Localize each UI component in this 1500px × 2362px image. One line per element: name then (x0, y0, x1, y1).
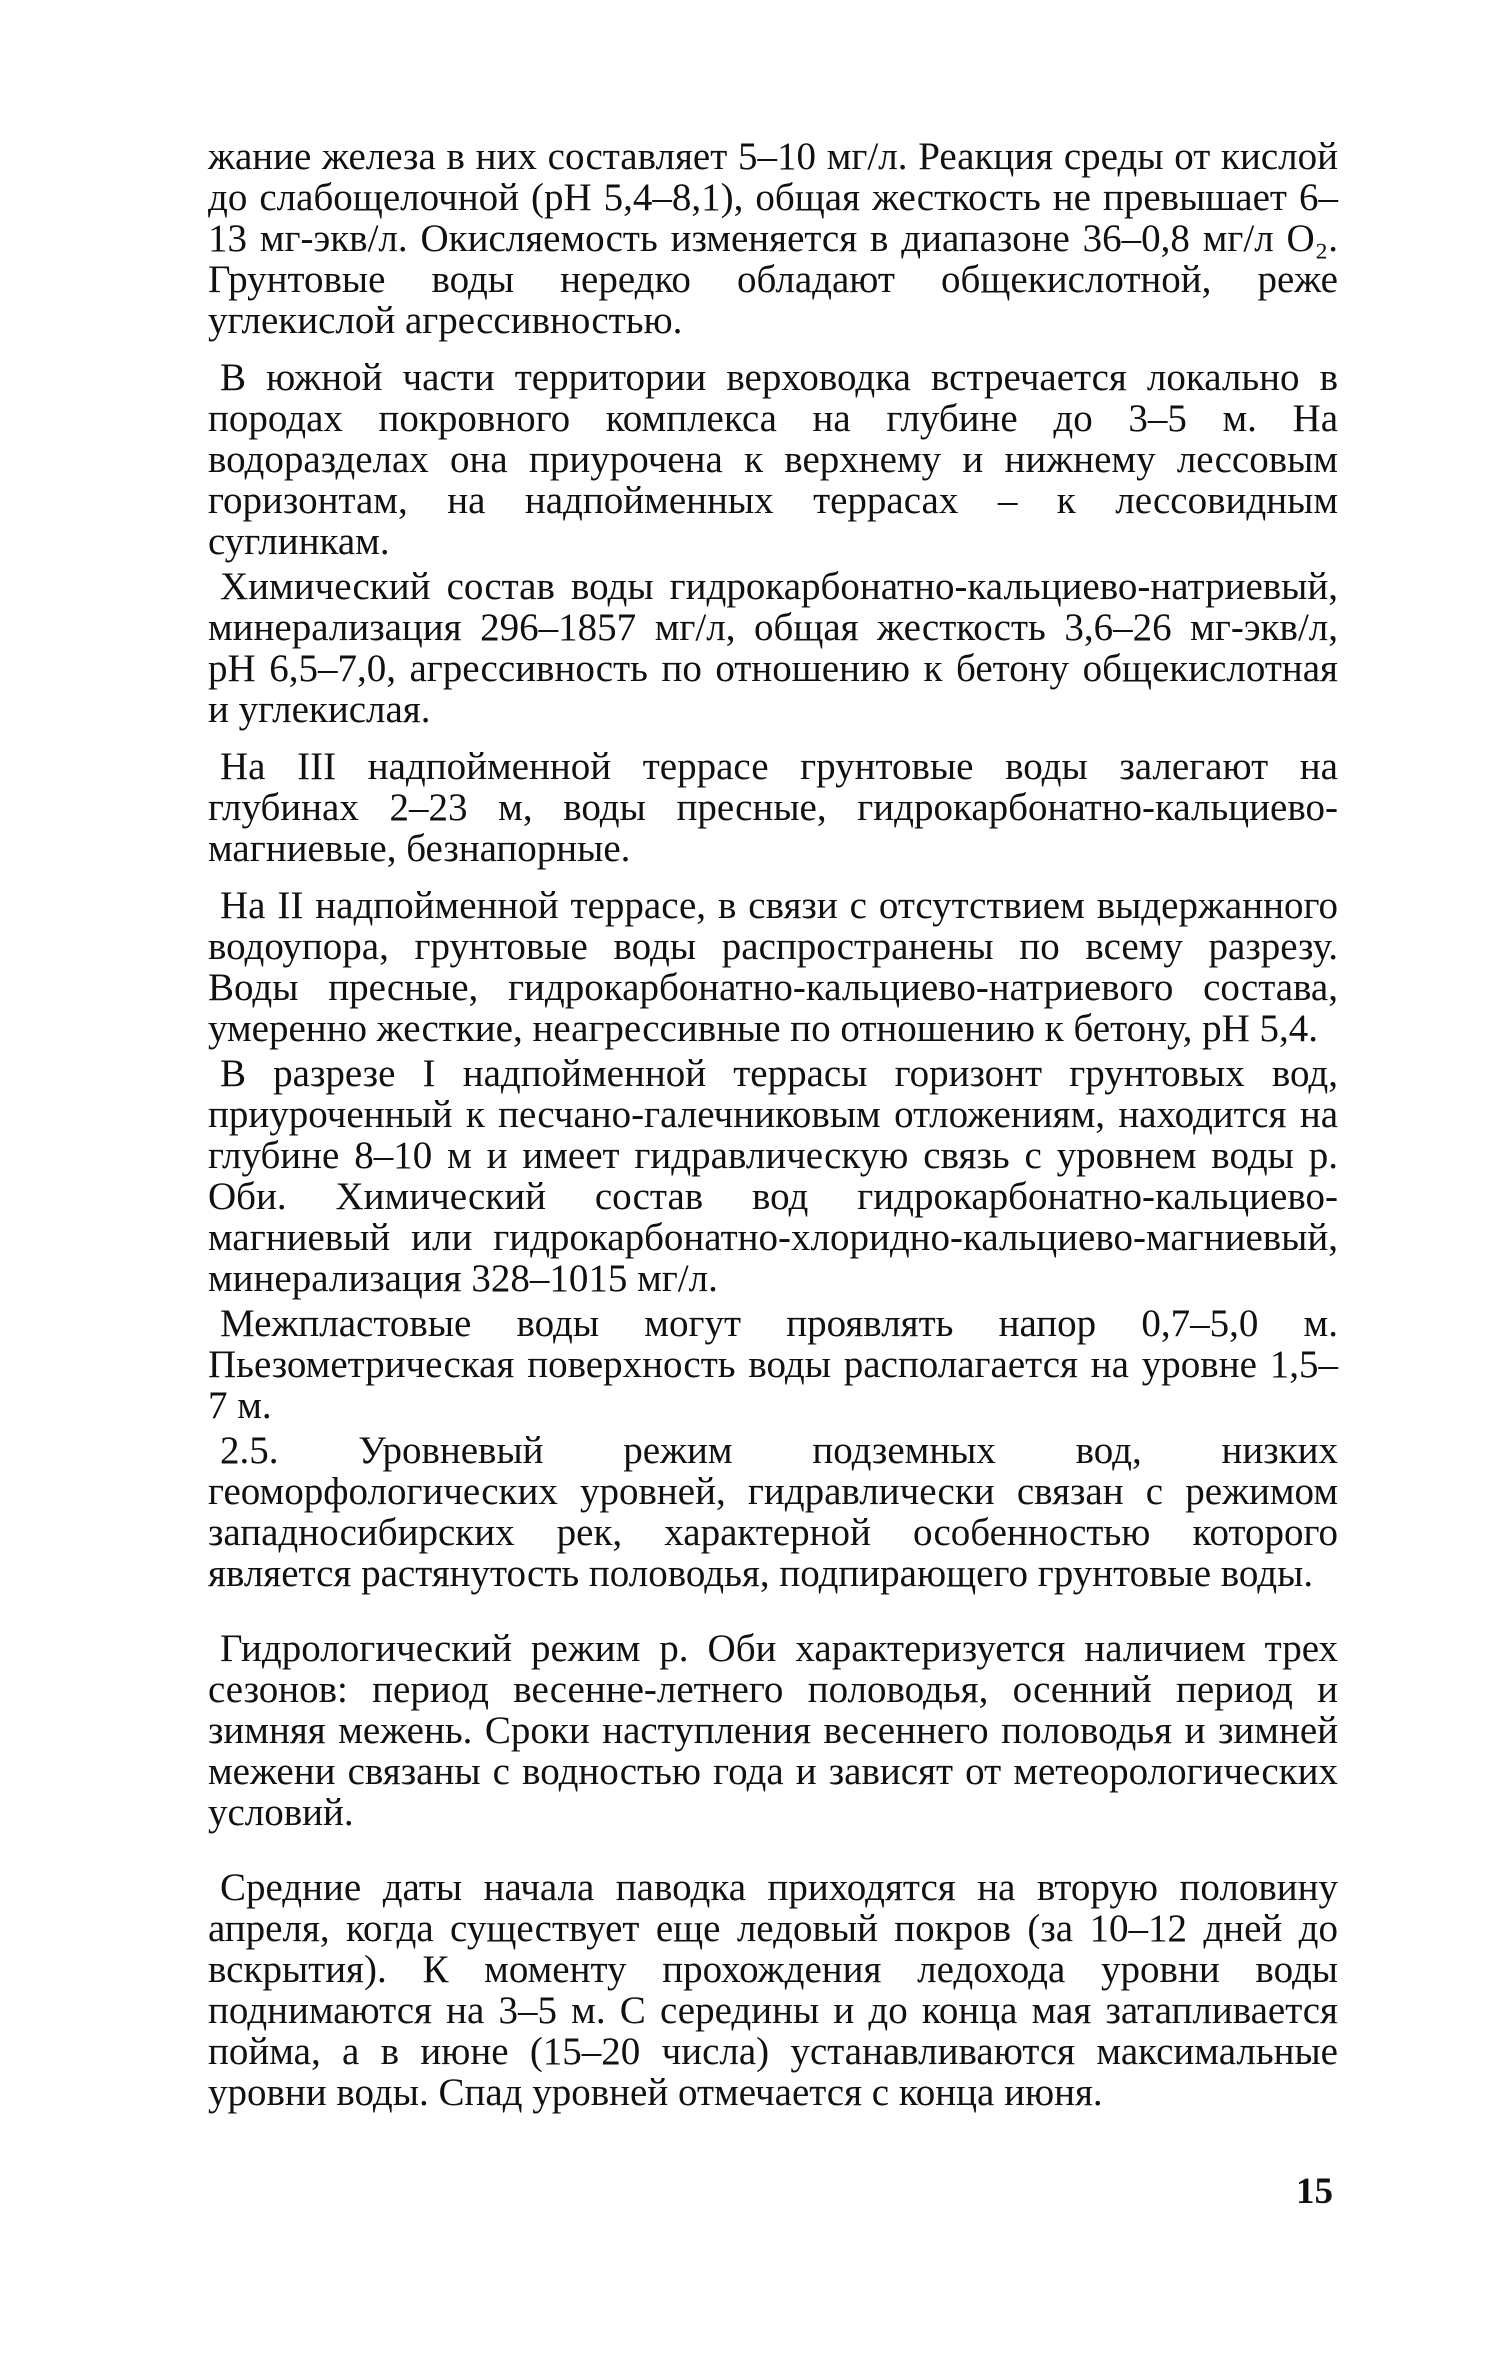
body-text (208, 136, 1338, 2113)
paragraph-section-2-5: 2.5. Уровневый режим подземных вод, низких геоморфологических уровней, гидравлически связан с режимом западносибирских рек, характерной особенностью которого является растянутость половодья, подпирающего грунтовые воды. (208, 1429, 1338, 1595)
paragraph-water-chemistry-continued: жание железа в них составляет 5–10 мг/л. Реакция среды от кислой до слабощелочной (pH 5,4–8,1), общая жесткость не превышает 6–13 мг-экв/л. Окисляемость изменяется в диапазоне 36–0,8 мг/л O₂. Грунтовые воды нередко обладают общекислотной, реже углекислой агрессивностью. (208, 135, 1338, 342)
paragraph-flood-dates: Средние даты начала паводка приходятся на вторую половину апреля, когда существует еще ледовый покров (за 10–12 дней до вскрытия). К моменту прохождения ледохода уровни воды поднимаются на 3–5 м. С середины и до конца мая затапливается пойма, а в июне (15–20 числа) устанавливаются максимальные уровни воды. Спад уровней отмечается с конца июня. (208, 1866, 1338, 2114)
paragraph-ob-hydrological-regime: Гидрологический режим р. Оби характеризуется наличием трех сезонов: период весенне-летнего половодья, осенний период и зимняя межень. Сроки наступления весеннего половодья и зимней межени связаны с водностью года и зависят от метеорологических условий. (208, 1627, 1338, 1834)
paragraph-interstratal-waters: Межпластовые воды могут проявлять напор 0,7–5,0 м. Пьезометрическая поверхность воды располагается на уровне 1,5–7 м. (208, 1302, 1338, 1427)
paragraph-southern-perched-water: В южной части территории верховодка встречается локально в породах покровного комплекса на глубине до 3–5 м. На водоразделах она приурочена к верхнему и нижнему лессовым горизонтам, на надпойменных террасах – к лессовидным суглинкам. (208, 356, 1338, 563)
paragraph-terrace-two: На II надпойменной террасе, в связи с отсутствием выдержанного водоупора, грунтовые воды распространены по всему разрезу. Воды пресные, гидрокарбонатно-кальциево-натриевого состава, умеренно жесткие, неагрессивные по отношению к бетону, pH 5,4. (208, 884, 1338, 1050)
paragraph-terrace-three: На III надпойменной террасе грунтовые воды залегают на глубинах 2–23 м, воды пресные, гидрокарбонатно-кальциево-магниевые, безнапорные. (208, 745, 1338, 870)
paragraph-terrace-one: В разрезе I надпойменной террасы горизонт грунтовых вод, приуроченный к песчано-галечниковым отложениям, находится на глубине 8–10 м и имеет гидравлическую связь с уровнем воды р. Оби. Химический состав вод гидрокарбонатно-кальциево-магниевый или гидрокарбонатно-хлоридно-кальциево-магниевый, минерализация 328–1015 мг/л. (208, 1052, 1338, 1300)
paragraph-chemical-composition: Химический состав воды гидрокарбонатно-кальциево-натриевый, минерализация 296–1857 мг/л, общая жесткость 3,6–26 мг-экв/л, pH 6,5–7,0, агрессивность по отношению к бетону общекислотная и углекислая. (208, 565, 1338, 731)
page-number: 15 (1296, 2171, 1333, 2212)
